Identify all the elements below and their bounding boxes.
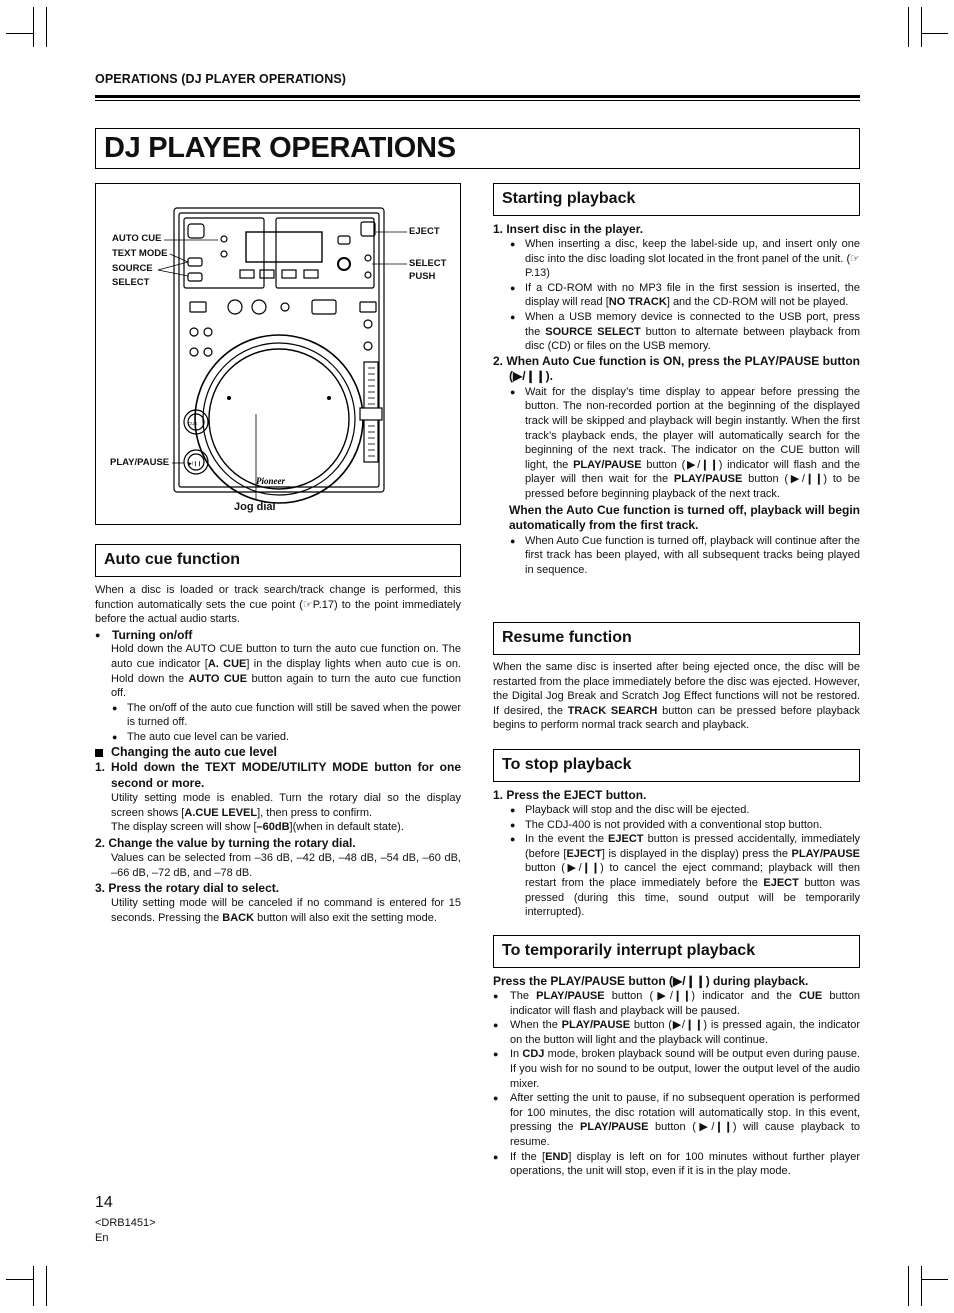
crop-mark: [921, 1279, 948, 1280]
list-item: ● Wait for the display’s time display to appear before pressing the button. The non-recorded portion at the beginning of the displayed track will be skipped and playback will begin instantly. When the first track’s playback ends, the player will automatically search for the beginning of the next track. The indicator on the CUE button will light, the PLAY/PAUSE button (▶/❙❙) indicator will flash and the player will then wait for the PLAY/PAUSE button (▶/❙❙) to be pressed before beginning playback of the next track.: [493, 385, 860, 502]
resume-text: When the same disc is inserted after being ejected once, the disc will be restarted from the place immediately before the disc was ejected. However, the Digital Jog Break and Scratch Jog Effect functions will not be restored. If desired, the TRACK SEARCH button can be pressed before playback begins to perform normal track search and playback.: [493, 661, 860, 732]
text-mode-callout: TEXT MODE: [112, 248, 168, 259]
stop-heading: To stop playback: [502, 756, 632, 773]
list-item: ● In CDJ mode, broken playback sound will be output even during pause. If you wish for no sound to be output, lower the output level of the audio mixer.: [493, 1047, 860, 1091]
interrupt-heading-box: [493, 935, 860, 968]
language-code: En: [95, 1232, 109, 1244]
crop-mark: [921, 7, 922, 47]
footer-code: [95, 1216, 156, 1246]
list-item: ● If a CD-ROM with no MP3 file in the first session is inserted, the display will read [NO TRACK] and the CD-ROM will not be played.: [493, 281, 860, 310]
crop-mark: [908, 1266, 909, 1306]
interrupt-heading: To temporarily interrupt playback: [502, 942, 756, 959]
step-2-title: 2. Change the value by turning the rotary dial.: [95, 835, 356, 850]
crop-mark: [6, 1279, 33, 1280]
running-header: OPERATIONS (DJ PLAYER OPERATIONS): [95, 72, 347, 86]
changing-level-title: Changing the auto cue level: [95, 745, 461, 760]
source-callout: SOURCE: [112, 263, 153, 274]
play-pause-callout: PLAY/PAUSE: [110, 457, 170, 468]
crop-mark: [46, 7, 47, 47]
crop-mark: [921, 1266, 922, 1306]
auto-cue-off-note: When the Auto Cue function is turned off, playback will begin automatically from the first track.: [509, 502, 860, 532]
turning-on-off-title: ● Turning on/off: [95, 628, 461, 643]
auto-cue-intro: When a disc is loaded or track search/track change is performed, this function automatically sets the cue point (☞P.17) to the point immediately before the actual audio starts.: [95, 584, 461, 626]
document-code: <DRB1451>: [95, 1217, 156, 1229]
select-callout: SELECT: [112, 277, 150, 288]
interrupt-lead: Press the PLAY/PAUSE button (▶/❙❙) during playback.: [493, 974, 809, 988]
list-item: ● The CDJ-400 is not provided with a conventional stop button.: [493, 818, 860, 833]
resume-heading-box: [493, 622, 860, 655]
crop-mark: [921, 33, 948, 34]
play-button-label: ▶/❙❙: [188, 461, 202, 467]
list-item: ● After setting the unit to pause, if no subsequent operation is performed for 100 minutes, the disc rotation will automatically stop. In this event, pressing the PLAY/PAUSE button (▶/❙❙) will cause playback to resume.: [493, 1091, 860, 1149]
starting-heading: Starting playback: [502, 190, 636, 207]
list-item: ● The auto cue level can be varied.: [95, 730, 461, 745]
step-1-text: Utility setting mode is enabled. Turn the rotary dial so the display screen shows [A.CUE LEVEL], then press to confirm. The display screen will show [–60dB](when in default state).: [111, 792, 461, 834]
auto-cue-heading: Auto cue function: [104, 551, 240, 568]
crop-mark: [6, 33, 33, 34]
starting-heading-box: [493, 183, 860, 216]
auto-cue-heading-box: [95, 544, 461, 577]
page-number: 14: [95, 1194, 113, 1211]
resume-heading: Resume function: [502, 629, 632, 646]
crop-mark: [908, 7, 909, 47]
interrupt-section: [493, 974, 860, 1179]
stop-heading-box: [493, 749, 860, 782]
step-1-title: 1. Hold down the TEXT MODE/UTILITY MODE button for one second or more.: [95, 760, 461, 791]
step-2-text: Values can be selected from –36 dB, –42 dB, –48 dB, –54 dB, –60 dB, –66 dB, –72 dB, and –78 dB.: [111, 851, 461, 879]
cue-button-label: CUE: [188, 421, 198, 426]
list-item: ● If the [END] display is left on for 100 minutes without further player operations, the unit will stop, even if it is in the play mode.: [493, 1150, 860, 1179]
auto-cue-callout: AUTO CUE: [112, 233, 162, 244]
turning-on-off-text: Hold down the AUTO CUE button to turn the auto cue function on. The auto cue indicator [A. CUE] in the display lights when auto cue is on. Hold down the AUTO CUE button again to turn the auto cue function off.: [111, 643, 461, 700]
auto-cue-section: [95, 583, 461, 925]
list-item: ● The on/off of the auto cue function will still be saved when the power is turned off.: [95, 701, 461, 730]
stop-step-1-title: 1. Press the EJECT button.: [493, 788, 647, 802]
crop-mark: [33, 1266, 34, 1306]
list-item: ● Playback will stop and the disc will be ejected.: [493, 803, 860, 818]
list-item: ● When a USB memory device is connected to the USB port, press the SOURCE SELECT button to alternate between playback from disc (CD) or files on the USB memory.: [493, 310, 860, 354]
list-item: ● The PLAY/PAUSE button (▶/❙❙) indicator and the CUE button indicator will flash and playback will be paused.: [493, 989, 860, 1018]
resume-section: [493, 660, 860, 733]
step-3-title: 3. Press the rotary dial to select.: [95, 881, 280, 896]
page-title: DJ PLAYER OPERATIONS: [104, 132, 456, 164]
brand-logo: Pioneer: [256, 476, 285, 486]
step-3-text: Utility setting mode will be canceled if no command is entered for 15 seconds. Pressing the BACK button will also exit the setting mode.: [111, 897, 461, 924]
header-rule: [95, 95, 860, 98]
crop-mark: [46, 1266, 47, 1306]
select-push-callout-1: SELECT: [409, 258, 447, 269]
list-item: ● When the PLAY/PAUSE button (▶/❙❙) is pressed again, the indicator on the button will light and the playback will continue.: [493, 1018, 860, 1047]
eject-callout: EJECT: [409, 226, 440, 237]
stop-section: [493, 788, 860, 920]
list-item: ● In the event the EJECT button is pressed accidentally, immediately (before [EJECT] is displayed in the display) press the PLAY/PAUSE button (▶/❙❙) to cancel the eject command; playback will then restart from the place immediately before the EJECT button was pressed (during this time, sound output will be temporarily interrupted).: [493, 832, 860, 920]
jog-dial-callout: Jog dial: [234, 501, 276, 513]
select-push-callout-2: PUSH: [409, 271, 436, 282]
player-illustration: [95, 183, 461, 525]
start-step-1-title: 1. Insert disc in the player.: [493, 222, 644, 236]
crop-mark: [33, 7, 34, 47]
starting-section: [493, 222, 860, 577]
page-title-box: [95, 128, 860, 169]
start-step-2-title: 2. When Auto Cue function is ON, press the PLAY/PAUSE button (▶/❙❙).: [493, 353, 860, 384]
list-item: ● When inserting a disc, keep the label-side up, and insert only one disc into the disc loading slot located in the front panel of the unit. (☞P.13): [493, 237, 860, 281]
header-rule-thin: [95, 100, 860, 101]
list-item: ● When Auto Cue function is turned off, playback will continue after the first track has been played, with all subsequent tracks being played in sequence.: [493, 534, 860, 578]
